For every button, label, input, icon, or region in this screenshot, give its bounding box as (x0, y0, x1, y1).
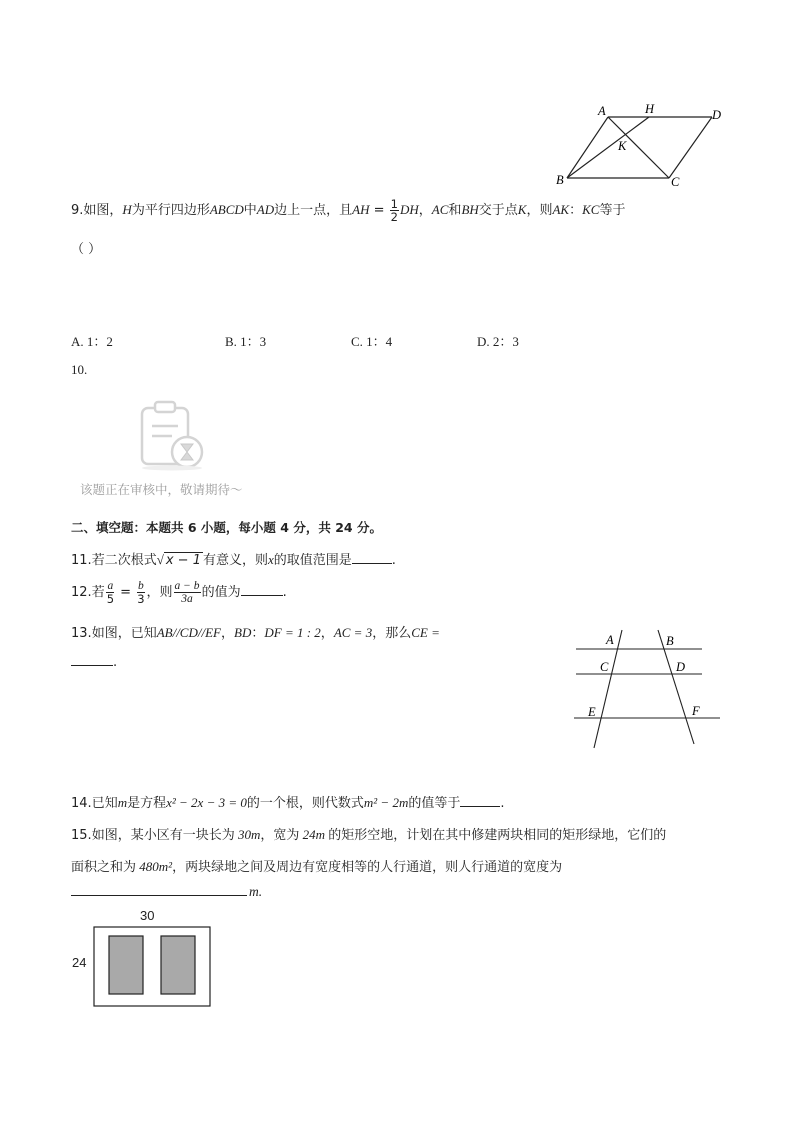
q9-text: 为平行四边形 (131, 203, 210, 219)
q9-option-d[interactable]: D. 2：3 (477, 334, 519, 349)
q9-text: ，则 (526, 203, 553, 219)
q12-number: 12. (71, 585, 92, 601)
q9-fig-label-c: C (671, 175, 680, 189)
q14-equation: x² − 2x − 3 = 0 (166, 795, 247, 810)
q13-colon: ： (251, 626, 265, 641)
q15-area: 480m² (136, 859, 173, 874)
q12-question (71, 580, 287, 605)
q15-line1 (71, 824, 666, 843)
q13-fig-label-f: F (692, 704, 700, 718)
q9-var-h: H (122, 202, 132, 218)
q12-frac-num: a (107, 580, 114, 592)
section2-heading (71, 518, 382, 536)
q15-text: 面积之和为 (71, 860, 137, 875)
q9-equals: = (369, 203, 389, 219)
q15-width: 24m (299, 827, 329, 842)
q11-var-x: x (267, 552, 274, 567)
section2-text: 小题，每小题 (200, 520, 276, 535)
q15-text: 如图，某小区有一块长为 (91, 828, 235, 843)
q15-length: 30m (234, 827, 261, 842)
section2-count: 6 (183, 520, 201, 535)
q9-var-ah: AH (352, 202, 370, 218)
q12-frac-num: a − b (174, 580, 200, 592)
q9-var-ac: AC (431, 202, 449, 218)
q12-text: 的值为 (201, 585, 241, 601)
q14-text: 是方程 (127, 796, 167, 811)
q15-text: ，宽为 (260, 828, 300, 843)
q12-fraction-b3 (136, 580, 145, 605)
q12-frac-den: 5 (106, 592, 115, 607)
q15-green-area-right (161, 936, 195, 994)
q15-answer-blank[interactable] (71, 894, 247, 896)
q14-text: 的一个根，则代数式 (246, 796, 364, 811)
q9-fig-label-d: D (712, 108, 722, 122)
section2-points: 4 (275, 520, 294, 535)
q12-frac-num: b (137, 580, 144, 592)
q13-fig-label-a: A (606, 633, 614, 647)
q9-var-kc: KC (582, 202, 600, 218)
q13-parallel-expr: AB//CD//EF (156, 625, 221, 640)
q15-answer-line (71, 884, 262, 900)
q9-frac-den: 2 (390, 210, 398, 225)
section2-text: 二、填空题：本题共 (71, 520, 184, 535)
q9-text: 等于 (599, 203, 626, 219)
q9-var-k: K (517, 202, 527, 218)
q9-var-ak: AK (552, 202, 570, 218)
q12-period: . (282, 585, 287, 601)
q13-text: 如图，已知 (91, 626, 157, 641)
q9-text: ， (418, 203, 432, 219)
q12-text: ，则 (146, 585, 173, 601)
q9-text: 交于点 (478, 203, 518, 219)
q11-question: 11.若二次根式√ x − 1 有意义，则x的取值范围是 . (71, 552, 396, 568)
q13-text: ，那么 (372, 626, 412, 641)
q9-text: 和 (448, 203, 462, 219)
q14-var-m: m (117, 795, 128, 810)
q13-text: ， (220, 626, 234, 641)
q14-expression: m² − 2m (363, 795, 409, 810)
q15-width-label: 30 (140, 908, 155, 923)
q13-parallel-lines-figure (570, 626, 726, 752)
section2-text: 分，共 (293, 520, 331, 535)
q14-answer-blank[interactable] (460, 805, 500, 807)
q11-period: . (391, 553, 396, 568)
q13-fig-label-b: B (666, 634, 674, 648)
q13-ratio: DF = 1 : 2 (264, 625, 321, 640)
q9-text: 中 (243, 203, 257, 219)
q13-fig-label-c: C (600, 660, 609, 674)
q9-var-ad: AD (256, 202, 275, 218)
q9-fig-label-b: B (556, 173, 564, 187)
q9-text: 如图， (83, 203, 123, 219)
q12-frac-den: 3 (137, 592, 145, 607)
q13-period: . (113, 655, 118, 670)
q10-pending-text: 该题正在审核中，敬请期待～ (80, 482, 243, 497)
q14-number: 14. (71, 796, 92, 811)
q9-option-b[interactable]: B. 1：3 (225, 334, 267, 349)
q11-text: 若二次根式 (91, 553, 157, 568)
q12-fraction-expr (174, 580, 201, 605)
q15-number: 15. (71, 828, 92, 843)
q9-question (71, 198, 625, 223)
q15-green-area-left (109, 936, 143, 994)
q15-line2 (71, 856, 562, 875)
q12-answer-blank[interactable] (241, 594, 283, 596)
q9-number: 9. (71, 203, 84, 219)
q15-plot-figure (93, 926, 213, 1008)
q12-equals: = (116, 585, 136, 601)
q9-option-a[interactable]: A. 1：2 (71, 334, 113, 349)
q15-text: 的矩形空地，计划在其中修建两块相同的矩形绿地，它们的 (328, 828, 667, 843)
q9-parallelogram-figure (552, 100, 732, 192)
q9-fraction-half (390, 198, 399, 223)
q13-number: 13. (71, 626, 92, 641)
q13-var-bd: BD (234, 625, 252, 640)
q11-answer-blank[interactable] (352, 562, 392, 564)
section2-total: 24 (330, 520, 357, 535)
q9-fig-label-h: H (645, 102, 655, 116)
q9-var-abcd: ABCD (209, 202, 244, 218)
q12-fraction-a5 (106, 580, 115, 605)
q13-text: ， (320, 626, 334, 641)
q15-text: ，两块绿地之间及周边有宽度相等的人行通道，则人行通道的宽度为 (172, 860, 563, 875)
q14-text: 已知 (91, 796, 118, 811)
q9-var-bh: BH (461, 202, 479, 218)
q11-radicand: x − 1 (165, 553, 201, 568)
q12-text: 若 (91, 585, 105, 601)
q15-height-label: 24 (72, 955, 87, 970)
q11-text: 的取值范围是 (273, 553, 352, 568)
q9-option-c[interactable]: C. 1：4 (351, 334, 393, 349)
q12-frac-den: 3a (181, 593, 193, 606)
pending-review-icon (132, 398, 212, 472)
q11-text: 有意义，则 (202, 553, 268, 568)
q13-ce-expr: CE = (411, 625, 440, 640)
q9-colon: ： (569, 203, 583, 219)
q9-fig-label-a: A (598, 104, 606, 118)
q11-number: 11. (71, 553, 92, 568)
q10-number: 10. (71, 362, 88, 377)
q15-unit: m. (249, 884, 263, 899)
q13-fig-label-e: E (588, 705, 596, 719)
q9-text: 边上一点，且 (274, 203, 353, 219)
q13-answer-blank[interactable] (71, 664, 113, 666)
q14-question (71, 792, 505, 811)
section2-text: 分。 (356, 520, 382, 535)
q13-fig-label-d: D (676, 660, 686, 674)
q14-text: 的值等于 (408, 796, 461, 811)
q9-var-dh: DH (400, 202, 419, 218)
q13-question (71, 622, 440, 641)
q9-answer-paren: （ ） (71, 242, 102, 257)
q13-ac-value: AC = 3 (333, 625, 373, 640)
q13-answer-line (71, 655, 117, 670)
q14-period: . (500, 796, 505, 811)
q9-frac-num: 1 (390, 197, 398, 211)
q9-fig-label-k: K (618, 139, 627, 153)
